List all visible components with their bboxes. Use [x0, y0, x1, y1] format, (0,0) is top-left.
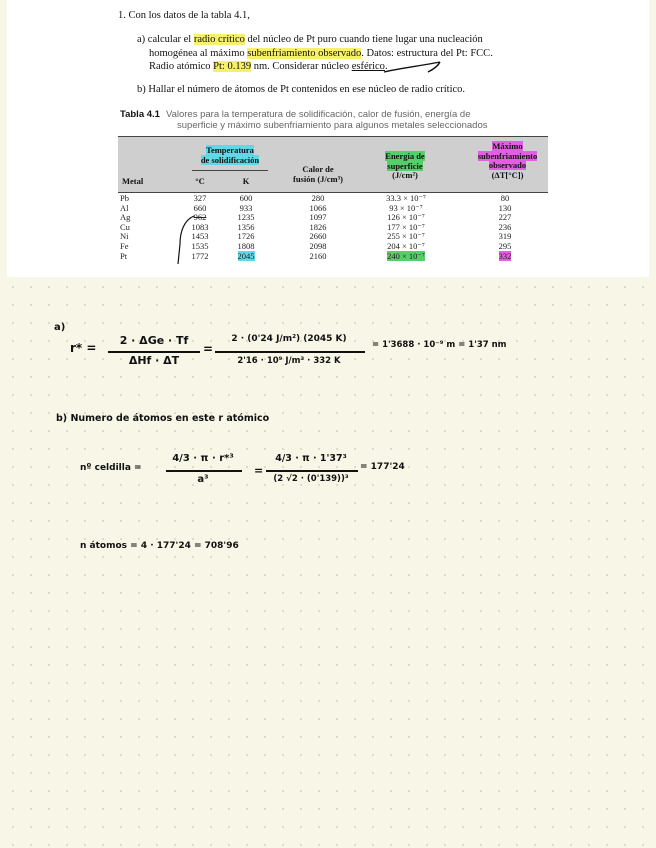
table-cell-text: 295	[498, 241, 512, 251]
note-cell-denominator: a³	[197, 474, 209, 485]
table-cell-text: 1097	[309, 212, 327, 223]
table-cell-text: 1535	[191, 241, 209, 251]
header-energia: Energía de superficie (J/cm²)	[385, 151, 425, 180]
table-cell-text: 2160	[309, 250, 327, 261]
note-r-lhs: r* =	[70, 341, 97, 355]
note-r-numerator: 2 · ΔGe · Tf	[119, 334, 189, 347]
table-cell-text: 332	[498, 250, 512, 261]
table-cell-text: 126 × 10⁻⁷	[387, 212, 425, 223]
esferico-pen-stroke	[380, 58, 460, 78]
table-cell-text: 962	[193, 212, 207, 223]
table-cell-text: 280	[311, 193, 325, 203]
table-cell-text: 2045	[237, 250, 255, 261]
header-calor-fusion: Calor de fusión (J/cm³)	[292, 164, 343, 184]
table-cell-text: 1083	[191, 221, 209, 232]
header-temp-rule	[192, 170, 268, 171]
note-r-equals: =	[203, 342, 214, 356]
highlight-radio-atomico: Pt: 0.139	[213, 61, 252, 72]
table-cell-metal	[120, 252, 150, 262]
underlined-esferico: esférico	[351, 61, 385, 72]
table-cell-text: 1772	[191, 250, 209, 261]
note-r-result: = 1'3688 · 10⁻⁹ m = 1'37 nm	[372, 340, 507, 350]
note-r-numerator2: 2 · (0'24 J/m²) (2045 K)	[231, 334, 347, 344]
table-cell-k	[232, 252, 260, 262]
table-cell-text: 1808	[237, 241, 255, 251]
table-cell-text: Ni	[120, 231, 129, 242]
table-cell-text: 93 × 10⁻⁷	[389, 202, 423, 213]
note-cell-numerator: 4/3 · π · r*³	[172, 453, 234, 464]
table-cell-dt	[490, 252, 520, 262]
note-r-denominator2: 2'16 · 10⁹ J/m³ · 332 K	[237, 356, 341, 366]
table-cell-heat	[300, 252, 336, 262]
table-caption: Tabla 4.1 Valores para la temperatura de solidificación, calor de fusión, energía de superficie y máximo subenfriamiento para algunos metales seleccionados	[120, 109, 488, 131]
note-cell-fraction-bar2	[266, 470, 358, 472]
table-cell-text: 80	[500, 193, 510, 203]
note-r-fraction-bar2	[215, 351, 365, 353]
table-cell-text: 2660	[309, 231, 327, 242]
header-subenfriamiento: Máximo subenfriamiento observado (ΔT[°C])	[477, 141, 538, 180]
note-cell-fraction-bar	[166, 470, 242, 472]
table-pen-stroke	[172, 212, 212, 272]
table-cell-text: 227	[498, 212, 512, 223]
note-a-label: a)	[54, 322, 66, 333]
table-cell-text: Pb	[120, 193, 129, 203]
note-cell-denominator2: (2 √2 · (0'139))³	[273, 474, 349, 484]
header-metal: Metal	[122, 176, 144, 186]
table-cell-text: 319	[498, 231, 512, 242]
header-temperatura: Temperatura de solidificación	[200, 145, 260, 165]
table-cell-text: 1826	[309, 221, 327, 232]
table-cell-text: 1235	[237, 212, 255, 223]
table-cell-text: 1726	[237, 231, 255, 242]
note-cell-result: = 177'24	[360, 462, 405, 472]
table-cell-text: 255 × 10⁻⁷	[387, 231, 425, 242]
note-r-fraction-bar	[108, 351, 200, 353]
note-cell-numerator2: 4/3 · π · 1'37³	[275, 453, 347, 464]
note-r-denominator: ΔHf · ΔT	[128, 354, 180, 367]
table-cell-text: 177 × 10⁻⁷	[387, 221, 425, 232]
table-cell-text: 240 × 10⁻⁷	[387, 250, 425, 261]
note-cell-lhs: nº celdilla =	[80, 463, 142, 473]
table-cell-text: Ag	[120, 212, 131, 223]
header-temp-c: °C	[195, 176, 205, 186]
table-cell-text: 1453	[191, 231, 209, 242]
table-cell-text: 204 × 10⁻⁷	[387, 241, 425, 251]
table-cell-text: 933	[239, 202, 253, 213]
note-atoms: n átomos = 4 · 177'24 = 708'96	[80, 541, 239, 551]
table-cell-text: 660	[193, 202, 207, 213]
table-cell-text: Cu	[120, 221, 130, 232]
table-cell-text: Al	[120, 202, 129, 213]
table-cell-text: Fe	[120, 241, 129, 251]
table-cell-text: 2098	[309, 241, 327, 251]
table-cell-text: 327	[193, 193, 207, 203]
table-cell-text: Pt	[120, 250, 128, 261]
table-cell-text: 1356	[237, 221, 255, 232]
table-cell-text: 600	[239, 193, 253, 203]
highlight-subenfriamiento: subenfriamiento observado	[247, 47, 362, 59]
table-cell-text: 236	[498, 221, 512, 232]
note-cell-equals: =	[254, 464, 264, 477]
table-cell-text: 130	[498, 202, 512, 213]
header-temp-k: K	[242, 176, 250, 186]
table-cell-text: 33.3 × 10⁻⁷	[386, 193, 426, 203]
problem-part-b: b) Hallar el número de átomos de Pt contenidos en ese núcleo de radio crítico.	[137, 84, 466, 95]
problem-intro: 1. Con los datos de la tabla 4.1,	[118, 10, 250, 21]
problem-part-a: a) calcular el radio crítico del núcleo de Pt puro cuando tiene lugar una nucleación homogénea al máximo subenfriamiento observado. Datos: estructura del Pt: FCC. Radio atómico Pt: 0.139 nm. Considerar núcleo esférico.	[137, 34, 493, 72]
note-b-label: b) Numero de átomos en este r atómico	[56, 413, 270, 424]
table-cell-energy	[372, 252, 440, 262]
table-cell-text: 1066	[309, 202, 327, 213]
highlight-radio-critico: radio crítico	[193, 34, 245, 45]
